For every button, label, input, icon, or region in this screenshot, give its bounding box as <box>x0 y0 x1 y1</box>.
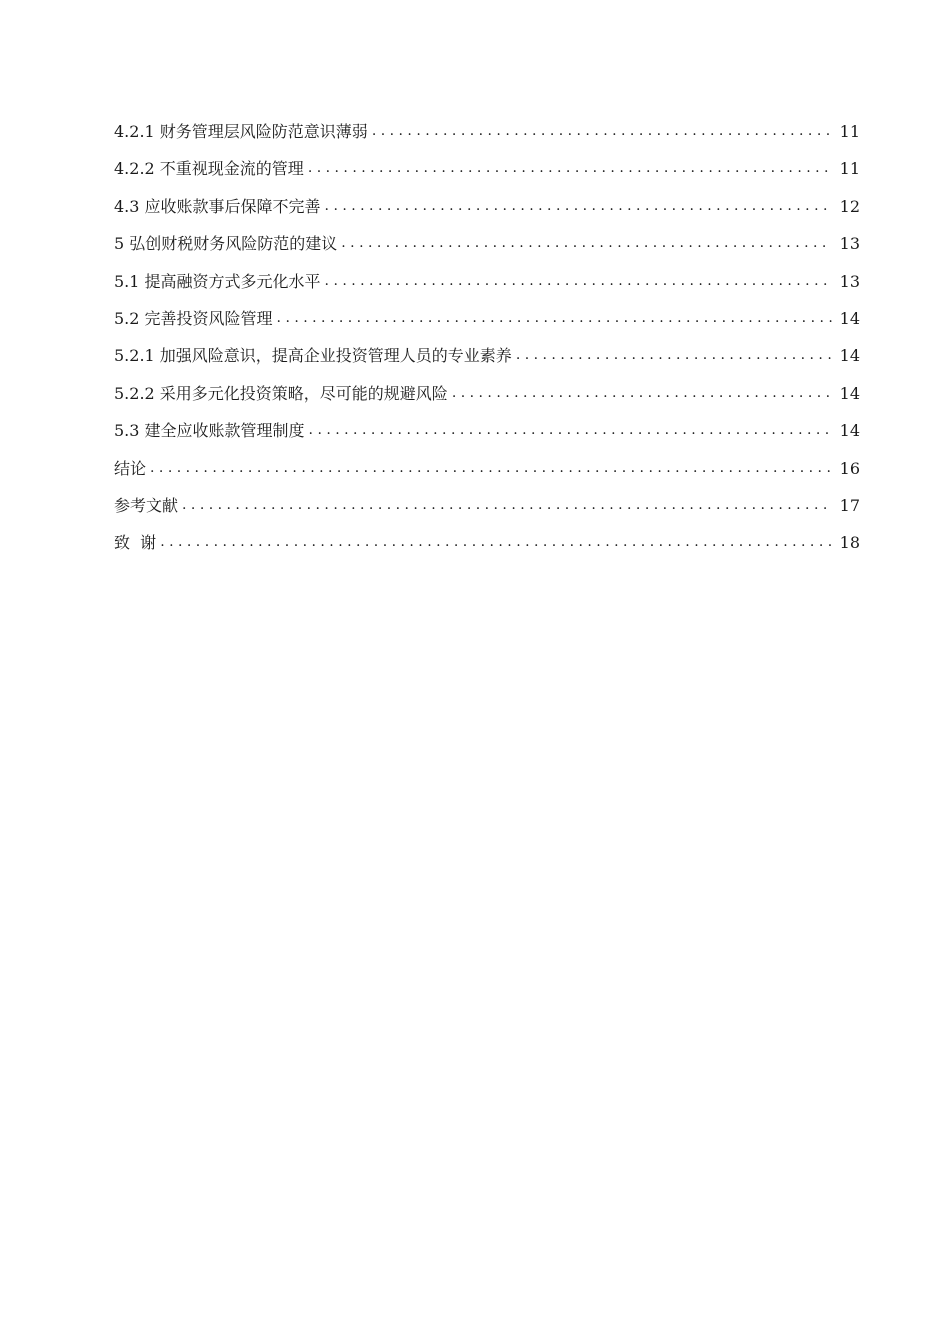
toc-entry-label: 5.2.2 采用多元化投资策略，尽可能的规避风险 <box>114 383 448 403</box>
toc-entry-page: 16 <box>839 458 860 478</box>
toc-entry-4-2-2[interactable] <box>114 150 860 187</box>
toc-dot-leader <box>341 225 831 262</box>
toc-entry-page: 14 <box>839 383 860 403</box>
toc-entry-page: 13 <box>839 234 860 254</box>
toc-entry-label: 5.3 建全应收账款管理制度 <box>114 421 305 441</box>
toc-entry-page: 13 <box>839 271 860 291</box>
toc-entry-label: 5.2.1 加强风险意识，提高企业投资管理人员的专业素养 <box>114 346 512 366</box>
toc-entry-label: 结论 <box>114 458 147 478</box>
toc-entry-label: 4.3 应收账款事后保障不完善 <box>114 196 321 216</box>
toc-entry-page: 14 <box>839 308 860 328</box>
toc-entry-page: 12 <box>839 196 860 216</box>
toc-entry-label: 5 弘创财税财务风险防范的建议 <box>114 234 338 254</box>
toc-entry-page: 14 <box>839 346 860 366</box>
toc-dot-leader <box>325 263 832 300</box>
toc-entry-5-1[interactable] <box>114 263 860 300</box>
toc-entry-page: 11 <box>839 159 860 179</box>
toc-entry-label: 参考文献 <box>114 495 179 515</box>
toc-entry-page: 14 <box>839 421 860 441</box>
toc-entry-acknowledgements[interactable] <box>114 524 860 561</box>
toc-entry-5-3[interactable] <box>114 412 860 449</box>
toc-entry-page: 11 <box>839 121 860 141</box>
toc-dot-leader <box>182 487 832 524</box>
toc-entry-label: 5.2 完善投资风险管理 <box>114 308 273 328</box>
toc-entry-conclusion[interactable] <box>114 450 860 487</box>
toc-entry-5-2[interactable] <box>114 300 860 337</box>
toc-entry-4-2-1[interactable] <box>114 113 860 150</box>
toc-entry-label: 4.2.2 不重视现金流的管理 <box>114 159 304 179</box>
toc-entry-5-2-2[interactable] <box>114 375 860 412</box>
toc-entry-4-3[interactable] <box>114 188 860 225</box>
toc-dot-leader <box>150 450 832 487</box>
toc-entry-references[interactable] <box>114 487 860 524</box>
toc-dot-leader <box>516 337 832 374</box>
toc-dot-leader <box>452 375 832 412</box>
toc-entry-label: 致 谢 <box>114 533 157 553</box>
toc-dot-leader <box>160 524 831 561</box>
toc-dot-leader <box>372 113 832 150</box>
toc-dot-leader <box>325 188 832 225</box>
table-of-contents <box>114 113 860 562</box>
toc-entry-5[interactable] <box>114 225 860 262</box>
toc-dot-leader <box>309 412 832 449</box>
toc-entry-label: 5.1 提高融资方式多元化水平 <box>114 271 321 291</box>
toc-entry-page: 18 <box>839 533 860 553</box>
toc-entry-label: 4.2.1 财务管理层风险防范意识薄弱 <box>114 121 368 141</box>
toc-entry-5-2-1[interactable] <box>114 337 860 374</box>
toc-dot-leader <box>308 150 832 187</box>
toc-entry-page: 17 <box>839 495 860 515</box>
toc-dot-leader <box>277 300 832 337</box>
